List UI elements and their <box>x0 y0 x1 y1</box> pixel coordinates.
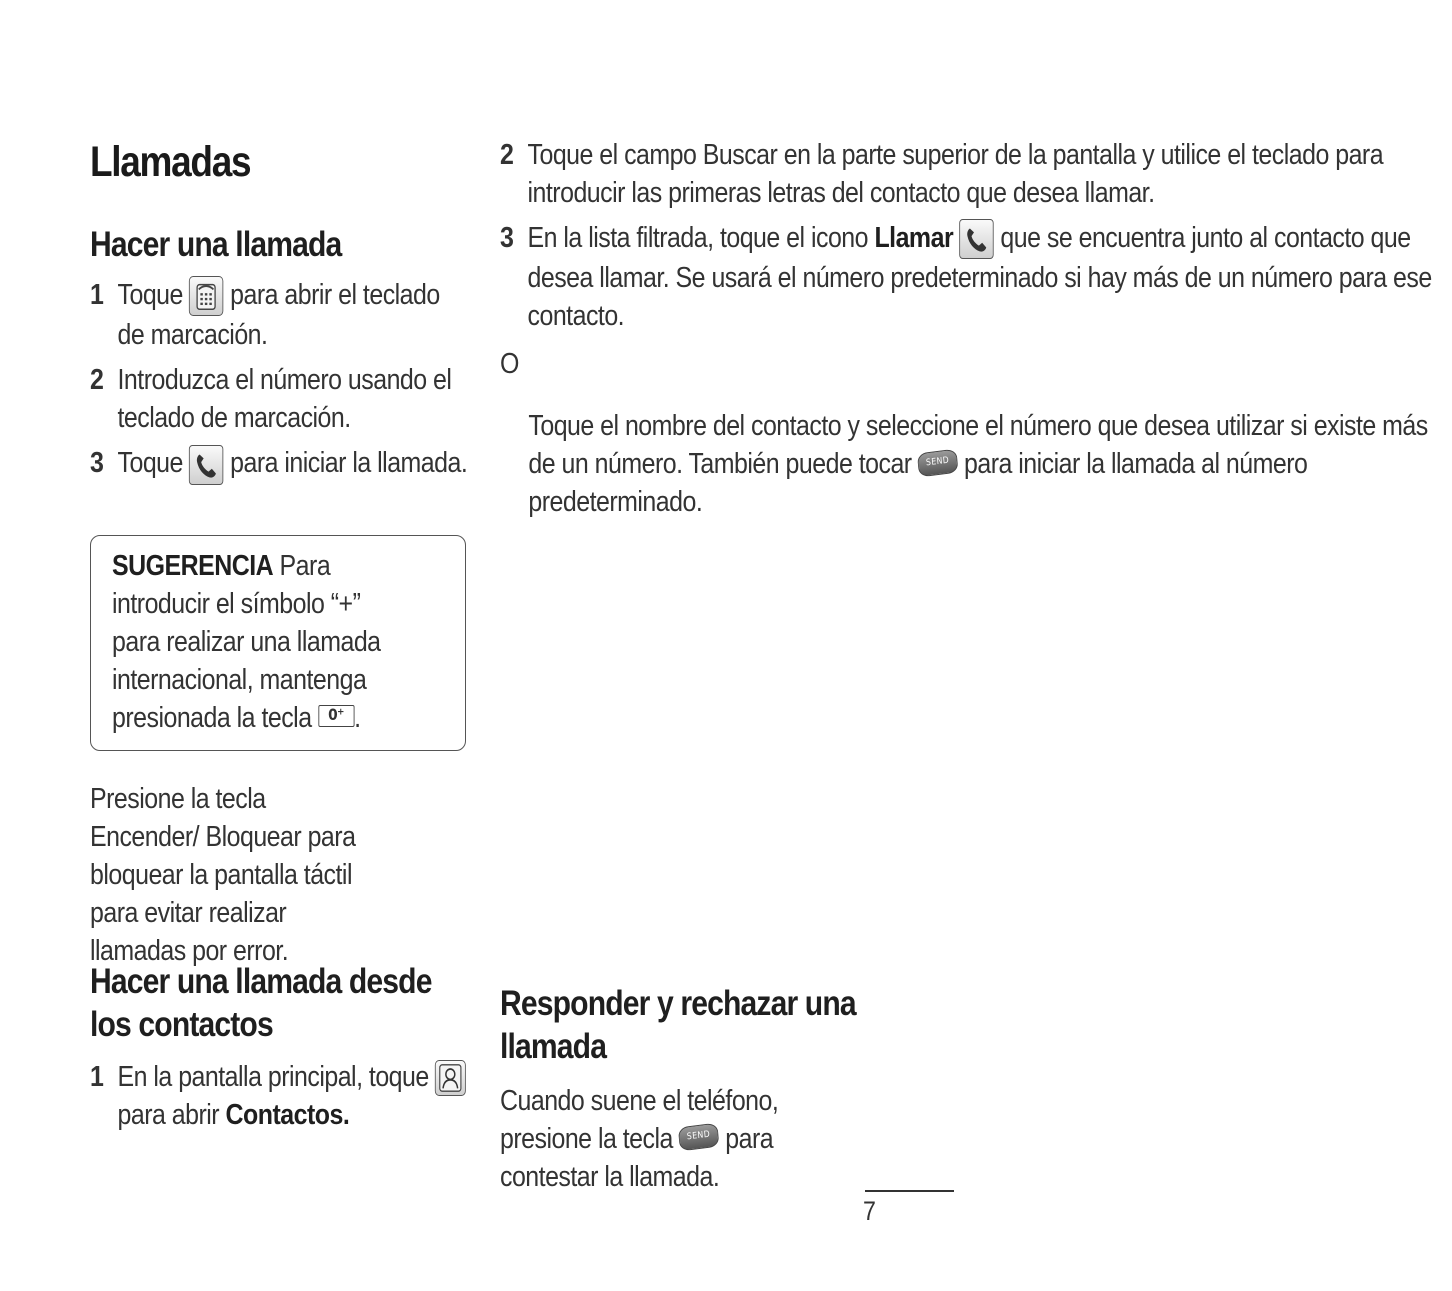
step-text: Toque <box>117 447 183 480</box>
call-label: Llamar <box>874 222 954 254</box>
alt-end: para iniciar la llamada al número predeterminado. <box>528 448 1308 519</box>
step-text-cont: para iniciar la llamada. <box>230 447 468 480</box>
step-text-mid: para abrir <box>117 1099 220 1132</box>
section-heading-contacts-call: Hacer una llamada desde los contactos <box>90 962 432 1044</box>
answer-text-cont: para contestar la llamada. <box>500 1123 774 1193</box>
contacts-label: Contactos. <box>225 1099 350 1132</box>
step-number: 1 <box>90 279 104 311</box>
step-text: Toque <box>117 279 183 311</box>
page-number: 7 <box>863 1196 876 1226</box>
section-heading-answer-call: Responder y rechazar una llamada <box>500 984 856 1066</box>
step-number: 2 <box>90 364 104 397</box>
tip-box <box>90 535 466 751</box>
step-1 <box>90 1058 469 1134</box>
tip-label: SUGERENCIA <box>112 550 274 582</box>
or-separator: O <box>500 348 519 381</box>
phone-keypad-icon <box>189 276 223 316</box>
step-number: 3 <box>500 222 514 254</box>
send-key-icon: SEND <box>678 1123 720 1152</box>
step-number: 1 <box>90 1061 104 1093</box>
tip-end: . <box>354 702 361 734</box>
alt-text: Toque el nombre del contacto y seleccione el número que desea utilizar si existe más de un número. También puede tocar <box>528 410 1428 481</box>
step-number: 2 <box>500 139 514 171</box>
contacts-icon <box>435 1060 466 1096</box>
step-text: En la lista filtrada, toque el icono <box>527 222 869 254</box>
left-column <box>90 135 470 492</box>
section-answer-call <box>500 982 880 1196</box>
footer-rule <box>865 1190 954 1192</box>
call-icon <box>960 219 994 259</box>
tip-text: Para introducir el símbolo “+” para realizar una llamada internacional, mantenga presionada la tecla <box>112 550 381 734</box>
send-key-icon: SEND <box>917 448 959 477</box>
step-3 <box>90 444 469 484</box>
zero-plus-key-icon: 0⁺ <box>318 705 354 727</box>
lock-paragraph: Presione la tecla Encender/ Bloquear para bloquear la pantalla táctil para evitar realizar llamadas por error. <box>90 783 356 967</box>
step-3-call <box>500 219 1452 335</box>
steps-contacts-call <box>90 1058 469 1134</box>
step-2-search <box>500 136 1452 212</box>
steps-make-call <box>90 276 469 485</box>
step-text: En la pantalla principal, toque <box>117 1061 429 1093</box>
call-icon <box>189 445 223 485</box>
tip-content <box>112 547 404 737</box>
answer-text: Cuando suene el teléfono, presione la tecla <box>500 1085 779 1155</box>
step-text: Introduzca el número usando el teclado de marcación. <box>117 364 452 435</box>
step-text: Toque el campo Buscar en la parte superior de la pantalla y utilice el teclado para introducir las primeras letras del contacto que desea llamar. <box>527 139 1384 209</box>
step-number: 3 <box>90 447 104 480</box>
step-2 <box>90 361 469 437</box>
step-text-cont: que se encuentra junto al contacto que desea llamar. Se usará el número predeterminado si hay más de un número para ese contacto. <box>527 222 1432 333</box>
step-text-cont: para abrir el teclado de marcación. <box>117 279 440 352</box>
section-contacts-call <box>90 960 470 1141</box>
section-heading-make-call: Hacer una llamada <box>90 225 342 264</box>
alt-paragraph <box>500 407 1452 521</box>
step-1 <box>90 276 469 354</box>
answer-paragraph <box>500 1082 810 1196</box>
page-title: Llamadas <box>90 138 251 186</box>
right-column <box>500 136 1452 521</box>
